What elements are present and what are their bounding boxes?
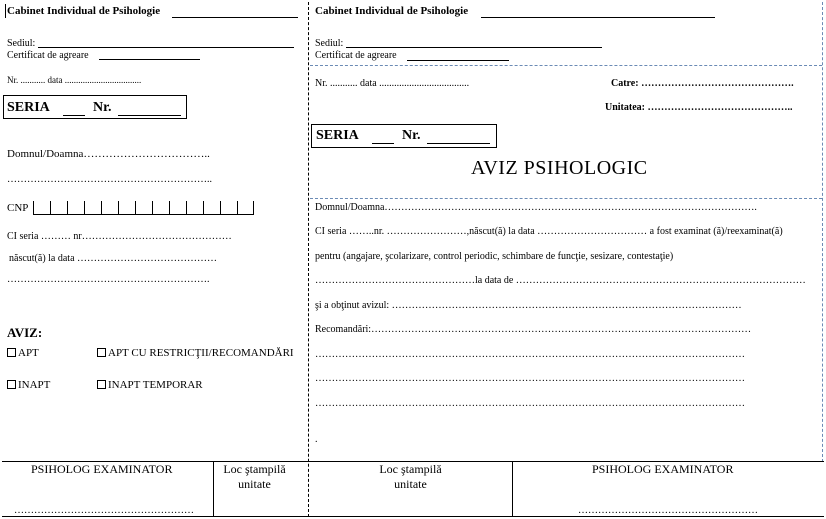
right-cabinet-label: Cabinet Individual de Psihologie [315, 5, 469, 17]
footer-psiholog-left: PSIHOLOG EXAMINATOR [31, 462, 173, 476]
right-domnul-line: Domnul/Doamna…………………………………………………………………………………………………. [315, 202, 757, 213]
left-seria-field[interactable] [63, 115, 85, 116]
checkbox-icon [7, 380, 16, 389]
left-certificat-underline [99, 59, 200, 60]
left-domnul-line: Domnul/Doamna…………………………….. [7, 148, 210, 160]
left-dots-line-2: ……………………………………………………. [7, 274, 210, 285]
footer-sign-left[interactable]: ……………………………………………… [14, 505, 194, 516]
recomandari-dots-1: ………………………………………………………………………………………………………………… [315, 349, 745, 360]
recomandari-dots-3: ………………………………………………………………………………………………………………… [315, 398, 745, 409]
option-apt-restrictii-label: APT CU RESTRICŢII/RECOMANDĂRI [108, 347, 294, 359]
option-inapt-temporar-label: INAPT TEMPORAR [108, 379, 203, 391]
unitatea-line: Unitatea: …………………………………….. [605, 102, 793, 113]
footer-divider-right [512, 461, 513, 517]
la-data-line: …………………………………………la data de …………………………………………………………………………… [315, 275, 806, 286]
checkbox-icon [7, 348, 16, 357]
form-divider [308, 2, 309, 517]
option-apt[interactable] [7, 347, 39, 359]
left-seria-label: SERIA [7, 100, 50, 115]
right-seria-label: SERIA [316, 128, 359, 143]
left-nr-field[interactable] [118, 115, 181, 116]
right-nr-data: Nr. ........... data .................................... [315, 78, 470, 89]
cnp-boxes[interactable] [33, 201, 254, 215]
catre-line: Catre: ………………………………………. [611, 78, 794, 89]
checkbox-icon [97, 380, 106, 389]
left-nr-data: Nr. ........... data .................................. [7, 75, 142, 85]
footer-loc-right: Loc ştampilă unitate [379, 462, 442, 491]
option-inapt-label: INAPT [18, 379, 51, 391]
right-seria-field[interactable] [372, 143, 394, 144]
left-ci-seria-line: CI seria ……… nr……………………………………… [7, 231, 232, 242]
right-certificat-underline [407, 60, 509, 61]
recomandari-line: Recomandări:…………………………………………………………………………………………………… [315, 324, 752, 335]
option-inapt[interactable] [7, 379, 50, 391]
left-cabinet-underline [172, 17, 298, 18]
right-dashed-edge [822, 2, 823, 462]
right-nr-field[interactable] [427, 143, 490, 144]
right-sediul-label: Sediul: [315, 38, 344, 49]
left-sediul-underline [38, 47, 294, 48]
footer-sign-right[interactable]: ……………………………………………… [578, 505, 758, 516]
right-cabinet-underline [481, 17, 715, 18]
trailing-dot: . [315, 434, 318, 445]
right-dashed-separator [310, 65, 822, 66]
title-dashed-separator [310, 198, 822, 199]
left-bracket-mark [5, 4, 6, 18]
recomandari-dots-2: ………………………………………………………………………………………………………………… [315, 373, 745, 384]
footer-loc-left: Loc ştampilă unitate [223, 462, 286, 491]
option-apt-restrictii[interactable] [97, 347, 294, 359]
aviz-label: AVIZ: [7, 325, 43, 340]
right-nr-label: Nr. [402, 128, 421, 143]
avizul-line: şi a obţinut avizul: …………………………………………………………………………………………… [315, 300, 742, 311]
footer-divider-left [213, 461, 214, 517]
option-apt-label: APT [18, 347, 39, 359]
left-cabinet-label: Cabinet Individual de Psihologie [7, 5, 161, 17]
footer-psiholog-right: PSIHOLOG EXAMINATOR [592, 462, 734, 476]
document-title: AVIZ PSIHOLOGIC [471, 157, 648, 179]
pentru-line: pentru (angajare, şcolarizare, control periodic, schimbare de funcţie, sesizare, contestaţie) [315, 251, 674, 262]
left-certificat-label: Certificat de agreare [7, 50, 89, 61]
left-dots-line: …………………………………………………….. [7, 174, 212, 185]
left-nr-label: Nr. [93, 100, 112, 115]
right-sediul-underline [346, 47, 602, 48]
footer-bottom-border [2, 516, 824, 517]
checkbox-icon [97, 348, 106, 357]
option-inapt-temporar[interactable] [97, 379, 203, 391]
left-nascut-line: născut(ă) la data …………………………………… [9, 253, 218, 264]
right-ci-line: CI seria ……..nr. ……………………,născut(ă) la data …………………………… a fost examinat (ă)/reexaminat(ă) [315, 226, 783, 237]
left-cnp-label: CNP [7, 202, 29, 214]
left-sediul-label: Sediul: [7, 38, 36, 49]
right-certificat-label: Certificat de agreare [315, 50, 397, 61]
